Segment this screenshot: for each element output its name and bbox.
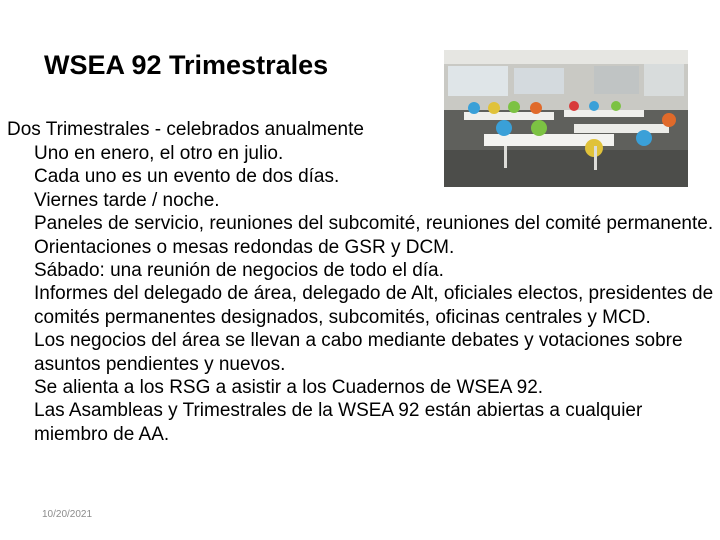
- list-item: Los negocios del área se llevan a cabo mediante debates y votaciones sobre asuntos pendientes y nuevos.: [34, 330, 683, 375]
- list-item: Paneles de servicio, reuniones del subcomité, reuniones del comité permanente.: [34, 213, 714, 235]
- list-item: Informes del delegado de área, delegado de Alt, oficiales electos, presidentes de comités permanentes designados, subcomités, oficinas centrales y MCD.: [34, 283, 714, 328]
- slide-title: WSEA 92 Trimestrales: [44, 50, 329, 80]
- bullet-list: [34, 142, 720, 446]
- list-item: Uno en enero, el otro en julio.: [34, 143, 284, 164]
- slide-date: 10/20/2021: [42, 509, 93, 520]
- list-item: Sábado: una reunión de negocios de todo el día.: [34, 260, 444, 282]
- list-item: Se alienta a los RSG a asistir a los Cuadernos de WSEA 92.: [34, 377, 544, 399]
- slide-lead: Dos Trimestrales - celebrados anualmente: [7, 119, 364, 140]
- list-item: Las Asambleas y Trimestrales de la WSEA 92 están abiertas a cualquier miembro de AA.: [34, 400, 643, 445]
- list-item: Viernes tarde / noche.: [34, 189, 220, 211]
- list-item: Orientaciones o mesas redondas de GSR y DCM.: [34, 236, 455, 258]
- list-item: Cada uno es un evento de dos días.: [34, 166, 340, 188]
